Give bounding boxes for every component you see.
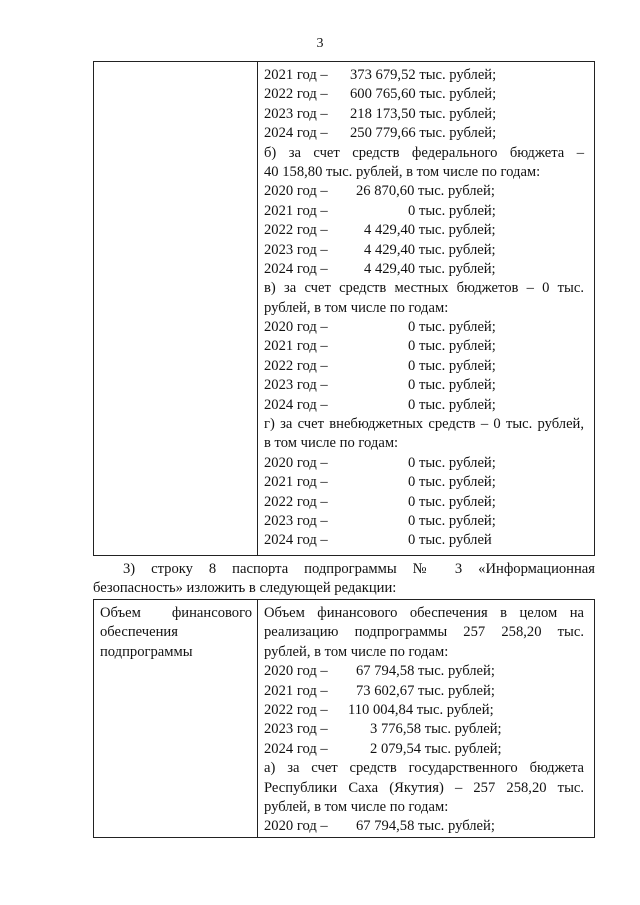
state-budget-by-years: рублей, в том числе по годам: (264, 798, 449, 815)
state-budget-total: Республики Саха (Якутия) – 257 258,20 тыс. (264, 779, 584, 796)
year-line: 2020 год – 67 794,58 тыс. рублей; (264, 818, 495, 835)
intro-line: рублей, в том числе по годам: (264, 643, 449, 660)
amendment-paragraph (93, 560, 595, 598)
year-line: 2022 год – 110 004,84 тыс. рублей; (264, 701, 494, 718)
financing-table-continued (93, 61, 595, 556)
year-line: 2021 год – 73 602,67 тыс. рублей; (264, 682, 495, 699)
year-line: 2021 год – 0 тыс. рублей; (264, 338, 496, 355)
subprogram-financing-table (93, 599, 595, 838)
year-line: 2024 год – 2 079,54 тыс. рублей; (264, 740, 502, 757)
year-line: 2022 год – 4 429,40 тыс. рублей; (264, 222, 496, 239)
row-label-line: Объем финансового (100, 605, 252, 621)
year-line: 2024 год – 0 тыс. рублей; (264, 396, 496, 413)
column-divider (257, 600, 258, 837)
column-divider (257, 62, 258, 555)
year-line: 2021 год – 0 тыс. рублей; (264, 474, 496, 491)
year-line: 2021 год – 0 тыс. рублей; (264, 202, 496, 219)
page-number: 3 (316, 36, 324, 51)
federal-budget-total: 40 158,80 тыс. рублей, в том числе по годам: (264, 163, 541, 180)
federal-budget-heading: б) за счет средств федерального бюджета – (264, 144, 584, 161)
year-line: 2023 год – 218 173,50 тыс. рублей; (264, 105, 497, 122)
year-line: 2020 год – 0 тыс. рублей; (264, 319, 496, 336)
amendment-line-1: 3) строку 8 паспорта подпрограммы № 3 «Информационная (123, 561, 595, 577)
year-line: 2021 год – 373 679,52 тыс. рублей; (264, 67, 497, 83)
amendment-line-2: безопасность» изложить в следующей редакции: (93, 580, 397, 596)
state-budget-heading: а) за счет средств государственного бюджета (264, 760, 584, 777)
row-label-cell (100, 604, 252, 662)
extrabudgetary-by-years: в том числе по годам: (264, 435, 399, 452)
intro-line: реализацию подпрограммы 257 258,20 тыс. (264, 624, 584, 641)
intro-line: Объем финансового обеспечения в целом на (264, 605, 584, 621)
local-budget-heading: в) за счет средств местных бюджетов – 0 тыс. (264, 280, 584, 297)
year-line: 2020 год – 0 тыс. рублей; (264, 454, 496, 471)
year-line: 2023 год – 3 776,58 тыс. рублей; (264, 721, 502, 738)
financing-details-cell (264, 604, 584, 837)
year-line: 2022 год – 0 тыс. рублей; (264, 493, 496, 510)
year-line: 2020 год – 26 870,60 тыс. рублей; (264, 183, 495, 200)
row-label-line: обеспечения (100, 624, 178, 641)
extrabudgetary-heading: г) за счет внебюджетных средств – 0 тыс. рублей, (264, 416, 584, 433)
year-line: 2023 год – 4 429,40 тыс. рублей; (264, 241, 496, 258)
year-line: 2024 год – 0 тыс. рублей (264, 532, 492, 549)
year-line: 2022 год – 0 тыс. рублей; (264, 357, 496, 374)
local-budget-by-years: рублей, в том числе по годам: (264, 299, 449, 316)
year-line: 2024 год – 250 779,66 тыс. рублей; (264, 125, 497, 142)
year-line: 2023 год – 0 тыс. рублей; (264, 512, 496, 529)
financing-details-cell (264, 66, 584, 551)
year-line: 2024 год – 4 429,40 тыс. рублей; (264, 260, 496, 277)
year-line: 2022 год – 600 765,60 тыс. рублей; (264, 86, 497, 103)
year-line: 2020 год – 67 794,58 тыс. рублей; (264, 663, 495, 680)
row-label-line: подпрограммы (100, 643, 193, 660)
year-line: 2023 год – 0 тыс. рублей; (264, 377, 496, 394)
